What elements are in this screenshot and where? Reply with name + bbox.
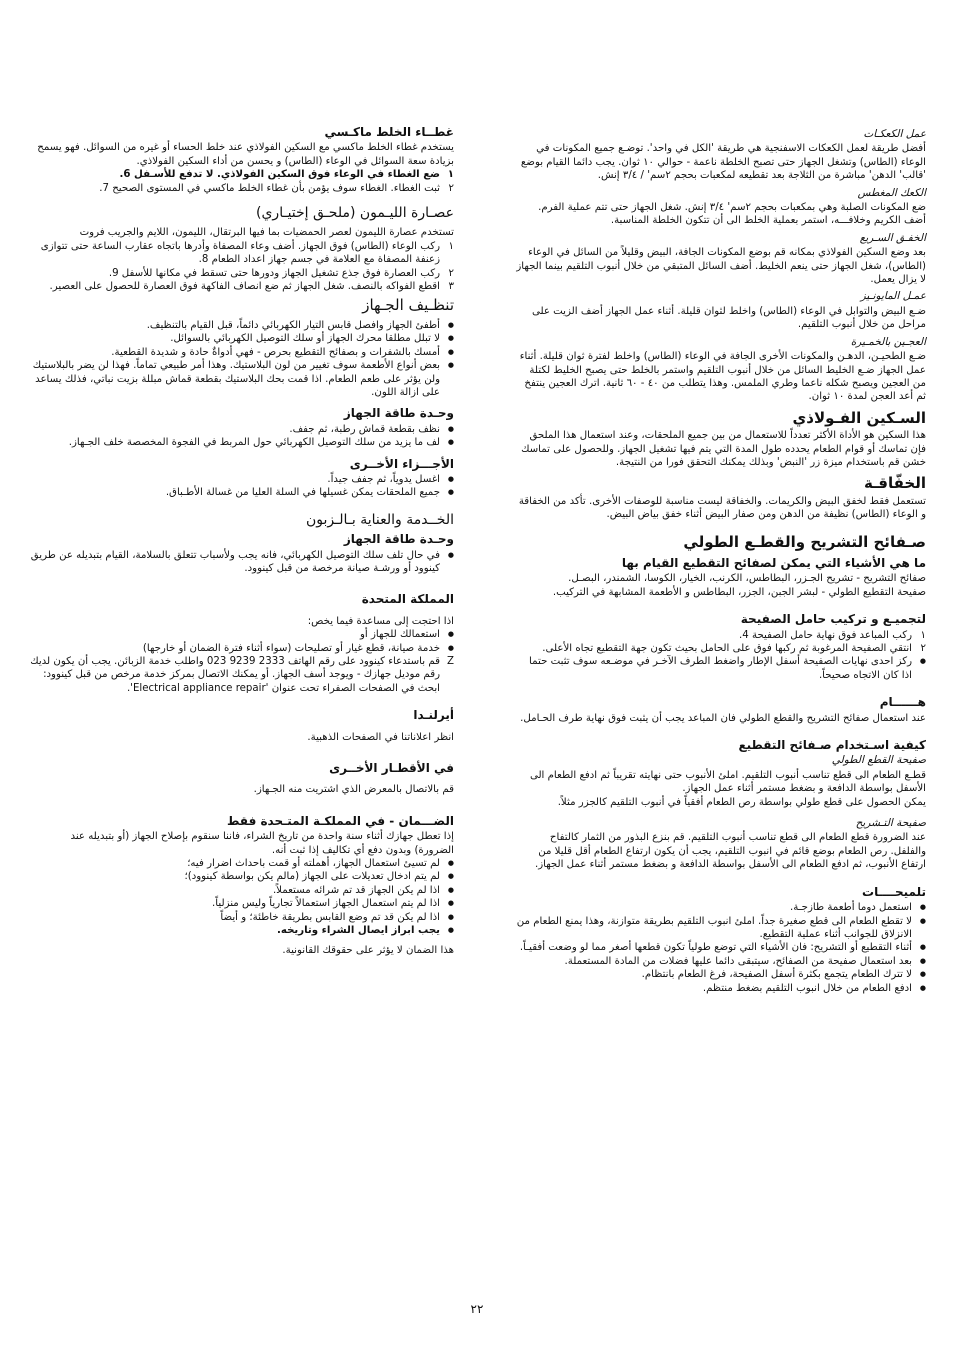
service-heading: الخــدمة والعناية بـالـزبون [306,511,454,528]
cleaning-item: ● بعض أنواع الأطعمة سوف تغيير من لون البلاستيك. وهذا أمر طبيعي تماماً. فهذا لن يضر بالبلاستيك ولن يؤثر على طعم الطعام. اذا قمت بحك البلاستيك بقطعة قماش مبللة بزيت نباتي، فذلك يساعد على ازالة اللون. [28,359,454,399]
cake-text: أفضل طريقة لعمل الكعكات الاسفنجية هي طريقة 'الكل في واحد'. توضـع جميع المكونات في الوعاء (الطاس) وتشغل الجهاز حتى تصبح الخلطة ناعمة - حوالي ١٠ ثوان. يجب دائما القيام بوضع 'قالب' الدهن' مباشرة من الثلاجة بعد تقطيعه لمكعبات بحجم ٢سم' / ٣/٤ إنش. [520,143,926,182]
power-unit-item: ● لف ما يزيد من سلك التوصيل الكهربائي حول المربط في الفجوة المخصصة خلف الجـهاز. [28,436,454,449]
tip-item: ● لا تترك الطعام يتجمع بكثرة أسفل الصفيحة، فرغ الطعام بانتظام. [516,968,926,981]
uk-contact [28,655,454,695]
steel-blade-heading: السـكين الفـولاذي [792,408,926,427]
other-parts-heading: الأجـــزاء الأخــرى [349,456,454,471]
important-heading: هــــــام [879,695,926,710]
service-power-heading: وحـدة طاقة الجهاز [343,532,454,547]
assembly-heading: لتجميـع و تركيب حامل الصفيحة [740,612,926,627]
cake-heading: عمل الكعكـات [863,128,926,140]
discs-answer-2: صفيحة التقطيع الطولي - لبشر الجبن، الجزر، البطاطس و الأطعمة المشابهة في التركيب. [552,586,926,598]
maxi-cover-step: ١ ضع الغطاء في الوعاء فوق السكين الفولاذي. لا تدفع للأسـفل 6. [119,169,454,181]
power-unit-item: ● نظف بقطعة قماش رطبة، ثم جفف. [28,423,454,436]
maxi-cover-step: ٢ ثبت الغطاء. الغطاء سوف يؤمن بأن غطاء الخلط ماكسي في المستوى الصحيح 7. [99,182,454,194]
cleaning-item: ● أمسك بالشفرات و بصفائح التقطيع بحرص - فهي أدواةٌ حادة و شديدة القطعية. [28,346,454,359]
guarantee-footer: هذا الضمان لا يؤثر على حقوقك القانونية. [282,944,454,956]
glaze-text: ضع المكونات الصلبة وهي بمكعبات بحجم ٢سم' ٣/٤ إنش. شغل الجهاز حتى تتم عملية الفرم. أضف الكريم وخلافـــه، استمر بعملية الخلط الى أن تتكون الخلطة المناسبة. [538,202,926,227]
cleaning-item: ● أطفئ الجهاز وافصل قابس التيار الكهربائي دائماً، قبل القيام بالتنظيف. [28,319,454,332]
citrus-step: ٢ ركب العصارة فوق جذع تشغيل الجهاز ودورها حتى تسقط في مكانها للأسفل 9. [108,267,454,279]
guarantee-text: إذا تعطل جهازك أثناء سنة واحدة من تاريخ الشراء، فاننا سنقوم بإصلاح الجهاز (أو بتبديله عند الضرورة) وبدون دفع أي تكاليف إذا ثبت أنه. [70,831,454,856]
guarantee-item: ● لم تسيئ استعمال الجهاز، أهملته أو قمت باحداث اضرار فيه؛ [28,857,454,870]
guarantee-item: ● لم يتم ادخال تعديلات على الجهاز (مالم يكن بواسطة كينوود)؛ [28,870,454,883]
dough-text: ضـع الطحيـن، الدهـن والمكونات الأخرى الجافة في الوعاء (الطاس) واخلط لفترة ثوان قليلة. أثناء عمل الجهاز ضـع الخليط السائل من خلال أنبوب التلقيم واستمر بالخلط حتى يصبح الخليط لكتلة من العجين ويصبح شكله ناعما وطري الملمس. وهذا يتطلب من ٤٠ - ٦٠ ثانية. اترك العجين ينتفخ ثم أعد العجن لمدة ١٠ ثوان. [519,351,926,403]
tip-item: ● أثناء التقطيع أو التشريح: فان الأشياء التي توضع طولياً تكون قطعها أصغر مما لو وضعت أفقيـاً. [516,941,926,954]
guarantee-item: ● اذا لم يكن الجهاز قد تم شرائه مستعملاً. [28,884,454,897]
power-unit-heading: وحـدة طاقة الجهاز [343,406,454,421]
uk-item: ● خدمة صيانة، قطع غيار أو تصليحات (سواء أثناء فترة الضمان أو خارجها) [28,642,454,655]
mayo-heading: عمـل المايونـيز [860,290,926,303]
page-number: ٢٢ [470,1302,484,1316]
uk-item: ● استعمالك للجهاز أو [28,628,454,641]
right-column [516,124,926,995]
other-countries-heading: في الأقطـار الأخــرى [329,761,454,776]
left-column [28,124,454,957]
citrus-press-steps [28,240,454,294]
glaze-heading: الكعك المغطس [857,186,926,199]
tips-heading: تلميحــــات [862,884,926,899]
grating-disc-text: عند الضرورة قطع الطعام الى قطع تناسب أنبوب التلقيم. قم بنزع البذور من الثمار كالتفاح والفلفل. رص الطعام بوضع قائم في انبوب التلقيم، يجب أن يكون ارتفاع الطعام أقل قليلا من ارتفاع الأنبوب، ثم ادفع الطعام الى الأسفل بواسطة الدافعة و بضغط مستمر أثناء عمل الجهاز. [534,832,926,871]
guarantee-item: ● اذا لم يكن قد تم وضع القابس بطريقة خاطئة؛ و أيضاً [28,911,454,924]
important-text: عند استعمال صفائح التشريح والقطع الطولي فان المباعد يجب أن يثبت فوق نهاية طرف الحـامل. [520,712,926,724]
tip-item: ● استعمل دوما أطعمة طازجـة. [516,901,926,914]
tip-item: ● لا تقطع الطعام الى قطع صغيرة جداً. املئ انبوب التلقيم بطريقة متوازنة، وهذا يمنع الطعام من الانزلاق للجوانب أثناء عملية التقطيع. [516,915,926,942]
other-parts-item: ● جميع الملحقات يمكن غسيلها في السلة العليا من غسالة الأطـباق. [28,486,454,499]
assembly-steps [516,629,926,656]
guarantee-item: ● اذا لم يتم استعمال الجهاز استعمالاً تجارياً وليس منزلياً. [28,897,454,910]
guarantee-list [28,857,454,937]
whisk-text: تستعمل فقط لخفق البيض والكريمات. والخفاقة ليست مناسبة للوصفات الأخرى. تأكد من الخفاقة و الوعاء (الطاس) نظيفة من الدهن ومن صفار البيض أثناء خفق بياض البيض. [518,495,926,521]
whisk-heading: الخفّاقـة [863,474,926,493]
assembly-bullet: ● ركز احدى نهايات الصفيحة أسفل الإطار واضغط الطرف الآخـر في موضـعه سوف تثبت حتما اذا كان الاتجاه صحيحاً. [516,655,926,682]
uk-contact-mark: Z [447,656,454,667]
other-parts-list [28,473,454,500]
discs-heading: صـفائح التشريح والقطـع الطولي [683,532,926,551]
other-countries-text: قم بالاتصال بالمعرض الذي اشتريت منه الجـهاز. [253,784,454,796]
maxi-cover-steps [28,168,454,195]
uk-list [28,628,454,655]
ireland-heading: أيرلنـدا [413,708,454,723]
ireland-text: انظر اعلاناتنا في الصفحات الذهبية. [307,731,454,743]
tip-item: ● ادفع الطعام من خلال انبوب التلقيم بضغط منتظم. [516,982,926,995]
citrus-step: ١ ركب الوعاء (الطاس) فوق الجهاز. أضف وعاء المصفاة وأدرها باتجاه عقارب الساعة حتى تتوازى زعنفة المصفاة مع العلامة في جسم جهاز اعداد الطعام 8. [40,240,454,266]
mayo-text: ضـع البيض والتوابل في الوعاء (الطاس) واخلط لثوان قليلة. أثناء عمل الجهاز أضف الزيت على مراحل من خلال أنبوب التلقيم. [532,305,926,331]
discs-question: ما هي الأشياء التي يمكن لصفائح التقطيع القيام بها [621,555,926,570]
guarantee-heading: الضـــمان - في المملكـة المتـحدة فقط [226,813,454,828]
steel-blade-text: هذا السكين هو الأداة الأكثر تعدداً للاستعمال من بين جميع الملحقات، وعند استعمال هذا الملحق فإن تماسك أو قوام الطعام يحدده طول المدة التي يتم فيها تشغيل الجهاز. وللحصول على تماسك خشن قم باستخدام ميزة زر 'النبض' وبذلك يمكنك التحقق فورا من النتيجة. [521,430,926,468]
uk-intro: اذا احتجت إلى مساعدة فيما يخص: [307,615,454,627]
citrus-press-text: تستخدم عصارة الليمون لعصر الحمضيات بما فيها البرتقال، الليمون، اللايم والجريب فروت [79,227,454,239]
tips-list [516,901,926,995]
guarantee-item: ● يجب ابراز ايصال الشراء وتاريخه. [28,924,454,937]
uk-contact-item: Z قم باستدعاء كينوود على رقم الهاتف 2333 9239 023 واطلب خدمة الزبائن. يجب أن يكون لديك رقم موديل جهازك - ويوجد أسف الجهاز. أو يمكنك الاتصال بمركز خدمة مرخص من قبل كينوود: ابحث في الصفحات الصفراء تحت عنوان 'Electrical appliance repair'. [30,656,454,694]
use-discs-heading: كيفية اسـتخدام صـفائح التقطيع [738,738,926,753]
citrus-press-heading: عصـارة الليـمون (ملحـق إختيـاري) [256,205,454,222]
quick-mix-text: بعد وضع السكين الفولاذي بمكانه قم بوضع المكونات الجافة، البيض وقليلاً من السائل في الوعاء (الطاس)، شغل الجهاز حتى ينعم الخليط. أضف السائل المتبقي من خلال أنبوب التلقيم بينما الجهاز لا يزال يعمل. [516,247,926,286]
slicing-disc-text-2: يمكن الحصول على قطع طولي بواسطة رص الطعام أفقياً في أنبوب التلقيم كالجزر مثلاً. [557,796,926,808]
power-unit-list [28,423,454,450]
assembly-step: ٢ انتقي الصفيحة المرغوبة ثم ركبها فوق على الحامل بحيث تكون جهة التقطيع تجاه الأعلى. [542,643,926,654]
slicing-disc-text-1: قطـع الطعام الى قطع تناسب أنبوب التلقيم. املئ الأنبوب حتى نهايته تقريباً ثم ادفع الطعام الى الأسفل بواسطة الدافعة و بضغط مستمر أثناء عمل الجهاز. [529,769,926,795]
grating-disc-heading: صفيحة التـشريح [855,817,926,830]
cleaning-item: ● لا تبلل مطلقا محرك الجهاز أو سلك التوصيل الكهربائي بالسوائل. [28,332,454,345]
dough-heading: العجـين بالخمـيرة [850,335,926,348]
other-parts-item: ● اغسل يدوياً، ثم جفف جيداً. [28,473,454,486]
service-power-list [28,549,454,576]
service-power-item: ● في حال تلف سلك التوصيل الكهربائي، فانه يجب ولأسباب تتعلق بالسلامة، القيام بتبديله عن طريق كينوود أو ورشـة صيانة مرخصة من قبل كينوود. [28,549,454,576]
citrus-step: ٣ اقطع الفواكه بالنصف. شغل الجهاز ثم ضع انصاف الفاكهة فوق العصارة للحصول على العصير. [49,281,454,293]
quick-mix-heading: الخفـق السـريع [859,231,926,244]
cleaning-heading: تنظـيف الجـهاز [362,296,454,315]
uk-heading: المملكة المتحدة [361,592,454,607]
discs-answer-1: صفائح التشريح - تشريح الجـزر، البطاطس، الكرنب، الخيار، الكوسا، الشمندر، البصـل. [568,573,926,585]
assembly-bullets [516,655,926,682]
slicing-disc-heading: صفيحة القطع الطولي [831,754,926,767]
maxi-cover-heading: غطــاء الخلط ماكـسي [324,125,454,139]
tip-item: ● بعد استعمال صفيحة من الصفائح، سيتبقى دائما عليها فضلات من المادة المستعملة. [516,955,926,968]
cleaning-list [28,319,454,399]
maxi-cover-text: يستخدم غطاء الخلط ماكسي مع السكين الفولاذي عند خلط الحساء أو غيره من السوائل. فهو يسمح بزيادة سعة السوائل في الوعاء (الطاس) و يحسن من أداء السكين الفولاذي. [37,142,454,167]
assembly-step: ١ ركب المباعد فوق نهاية حامل الصفيحة 4. [739,629,926,641]
